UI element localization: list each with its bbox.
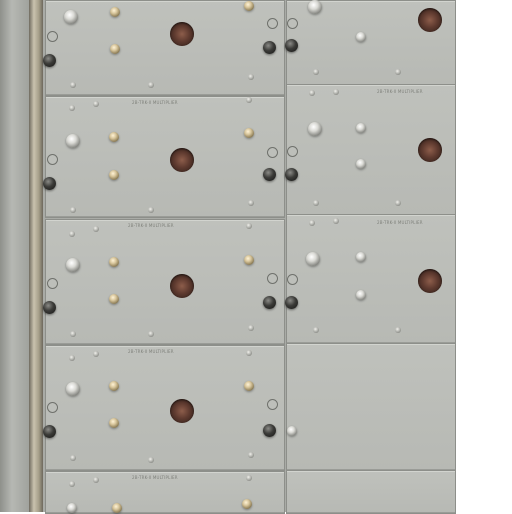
knob-silver: [64, 10, 78, 24]
dark-knob: [285, 39, 298, 52]
ring-connector: [47, 402, 58, 413]
screw: [333, 89, 339, 95]
dark-knob: [263, 168, 276, 181]
panel-title: 2B-TRK-II MULTIPLIER: [132, 475, 178, 480]
screw: [70, 82, 76, 88]
panel-hole: [418, 8, 442, 32]
dark-knob: [285, 296, 298, 309]
knob-brass: [109, 294, 119, 304]
screw: [395, 200, 401, 206]
knob-brass: [109, 257, 119, 267]
screw: [395, 327, 401, 333]
ring-connector: [267, 147, 278, 158]
screw: [313, 200, 319, 206]
screw: [246, 475, 252, 481]
panel-row5-right: [286, 470, 456, 514]
screw: [148, 207, 154, 213]
panel-hole: [170, 22, 194, 46]
screw: [246, 350, 252, 356]
knob-brass: [110, 44, 120, 54]
knob-silver: [66, 134, 80, 148]
knob-silver: [356, 32, 366, 42]
screw: [93, 226, 99, 232]
screw: [69, 481, 75, 487]
screw: [313, 327, 319, 333]
ring-connector: [267, 399, 278, 410]
dark-knob: [43, 177, 56, 190]
knob-brass: [109, 381, 119, 391]
screw: [70, 455, 76, 461]
panel-title: 2B-TRK-II MULTIPLIER: [377, 220, 423, 225]
screw: [248, 325, 254, 331]
knob-silver: [356, 290, 366, 300]
knob-brass: [244, 1, 254, 11]
knob-silver: [66, 382, 80, 396]
screw: [248, 74, 254, 80]
knob-silver: [356, 123, 366, 133]
panel-hole: [170, 399, 194, 423]
knob-brass: [244, 255, 254, 265]
ring-connector: [47, 154, 58, 165]
knob-brass: [109, 132, 119, 142]
knob-brass: [242, 499, 252, 509]
ring-connector: [47, 278, 58, 289]
panel-title: 2B-TRK-II MULTIPLIER: [132, 100, 178, 105]
knob-silver: [308, 0, 322, 14]
panel-title: 2B-TRK-II MULTIPLIER: [377, 89, 423, 94]
screw: [309, 220, 315, 226]
panel-title: 2B-TRK-II MULTIPLIER: [128, 349, 174, 354]
screw: [248, 452, 254, 458]
screw: [148, 331, 154, 337]
panel-hole: [418, 138, 442, 162]
knob-brass: [244, 381, 254, 391]
screw: [246, 97, 252, 103]
screw: [313, 69, 319, 75]
ring-connector: [287, 274, 298, 285]
screw: [93, 351, 99, 357]
left-wood-strip: [29, 0, 43, 512]
screw: [93, 101, 99, 107]
panel-row1-left: [45, 0, 285, 96]
dark-knob: [263, 424, 276, 437]
knob-brass: [109, 170, 119, 180]
ring-connector: [267, 273, 278, 284]
ring-connector: [47, 31, 58, 42]
screw: [309, 90, 315, 96]
ring-connector: [287, 146, 298, 157]
ring-connector: [267, 18, 278, 29]
screw: [395, 69, 401, 75]
screw: [70, 331, 76, 337]
knob-brass: [244, 128, 254, 138]
screw: [148, 457, 154, 463]
screw: [69, 105, 75, 111]
screw: [246, 223, 252, 229]
screw: [148, 82, 154, 88]
screw: [69, 355, 75, 361]
knob-silver: [306, 252, 320, 266]
dark-knob: [43, 425, 56, 438]
ring-connector: [287, 18, 298, 29]
panel-title: 2B-TRK-II MULTIPLIER: [128, 223, 174, 228]
knob-brass: [109, 418, 119, 428]
panel-hole: [170, 274, 194, 298]
knob-silver: [308, 122, 322, 136]
screw: [69, 231, 75, 237]
knob-silver: [287, 426, 297, 436]
knob-silver: [356, 159, 366, 169]
dark-knob: [43, 54, 56, 67]
screw: [93, 477, 99, 483]
panel-hole: [170, 148, 194, 172]
knob-brass: [110, 7, 120, 17]
knob-silver: [66, 258, 80, 272]
left-rack-rail: [0, 0, 30, 512]
panel-hole: [418, 269, 442, 293]
screw: [248, 200, 254, 206]
screw: [70, 207, 76, 213]
dark-knob: [43, 301, 56, 314]
dark-knob: [263, 296, 276, 309]
dark-knob: [263, 41, 276, 54]
knob-silver: [356, 252, 366, 262]
screw: [333, 218, 339, 224]
dark-knob: [285, 168, 298, 181]
white-background: [455, 0, 512, 512]
panel-row4-right: [286, 343, 456, 471]
